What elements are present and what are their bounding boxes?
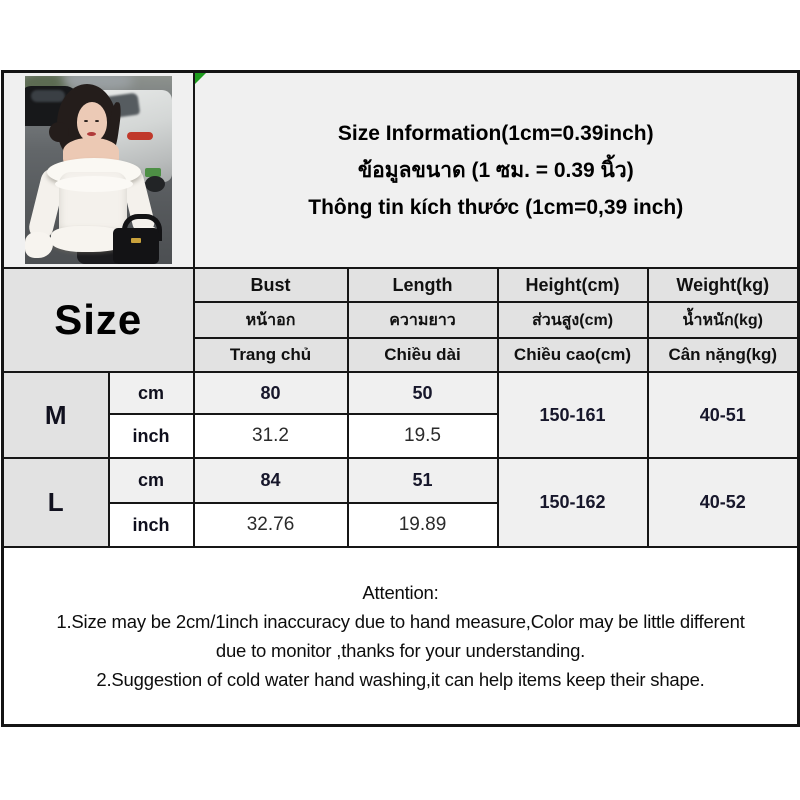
product-photo (25, 76, 172, 264)
handbag-clasp (131, 238, 141, 243)
cell-l-inch-length: 19.89 (348, 503, 498, 547)
col-header-bust-th: หน้าอก (194, 302, 348, 338)
title-english: Size Information(1cm=0.39inch) (337, 121, 654, 145)
col-header-length-en: Length (348, 268, 498, 302)
row-m-unit-cm: cm (109, 372, 194, 414)
model-eye-left (84, 120, 88, 122)
size-chart-sheet (1, 70, 799, 727)
cell-m-cm-length: 50 (348, 372, 498, 414)
row-l-label: L (47, 487, 64, 517)
excel-corner-marker-icon (195, 72, 207, 84)
title-thai: ข้อมูลขนาด (1 ซม. = 0.39 นิ้ว) (357, 158, 634, 182)
note-heading: Attention: (362, 581, 439, 603)
handbag (113, 228, 159, 264)
model-eye-right (95, 120, 99, 122)
cell-l-height: 150-162 (498, 458, 648, 547)
cell-m-weight: 40-51 (648, 372, 799, 458)
col-header-length-vi: Chiều dài (348, 338, 498, 372)
title-cell (194, 72, 799, 269)
taillight (127, 132, 153, 140)
col-header-height-vi: Chiều cao(cm) (498, 338, 648, 372)
cell-l-weight: 40-52 (648, 458, 799, 547)
cell-l-inch-bust: 32.76 (194, 503, 348, 547)
row-m-label: M (44, 399, 67, 430)
row-m-label-cell (3, 372, 109, 458)
col-header-bust-vi: Trang chủ (194, 338, 348, 372)
row-l-unit-cm: cm (109, 458, 194, 503)
blouse-cuff-left (25, 232, 53, 258)
note-line-1: 1.Size may be 2cm/1inch inaccuracy due to hand measure,Color may be little different (56, 610, 745, 632)
col-header-height-th: ส่วนสูง(cm) (498, 302, 648, 338)
col-header-weight-en: Weight(kg) (648, 268, 799, 302)
attention-notes-cell (3, 547, 799, 725)
note-line-3: 2.Suggestion of cold water hand washing,it can help items keep their shape. (96, 668, 705, 690)
cell-l-cm-length: 51 (348, 458, 498, 503)
model-lips (87, 132, 96, 136)
size-header-label: Size (54, 296, 143, 343)
model-face (77, 102, 107, 142)
product-photo-cell (3, 72, 194, 269)
cell-m-cm-bust: 80 (194, 372, 348, 414)
car-wheel (145, 176, 165, 192)
model-hair-bun (49, 122, 69, 142)
row-l-unit-inch: inch (109, 503, 194, 547)
dark-car-window (31, 90, 65, 102)
row-m-unit-inch: inch (109, 414, 194, 458)
cell-m-inch-length: 19.5 (348, 414, 498, 458)
note-line-2: due to monitor ,thanks for your understanding. (215, 639, 586, 661)
size-header-cell (3, 268, 194, 372)
attention-notes (4, 574, 797, 698)
cell-l-cm-bust: 84 (194, 458, 348, 503)
blouse-ruffle-mid (55, 176, 133, 192)
row-l-label-cell (3, 458, 109, 547)
title-vietnamese: Thông tin kích thước (1cm=0,39 inch) (308, 195, 684, 219)
col-header-weight-vi: Cân nặng(kg) (648, 338, 799, 372)
size-table (1, 70, 800, 727)
col-header-length-th: ความยาว (348, 302, 498, 338)
cell-m-inch-bust: 31.2 (194, 414, 348, 458)
col-header-bust-en: Bust (194, 268, 348, 302)
cell-m-height: 150-161 (498, 372, 648, 458)
col-header-weight-th: น้ำหนัก(kg) (648, 302, 799, 338)
col-header-height-en: Height(cm) (498, 268, 648, 302)
